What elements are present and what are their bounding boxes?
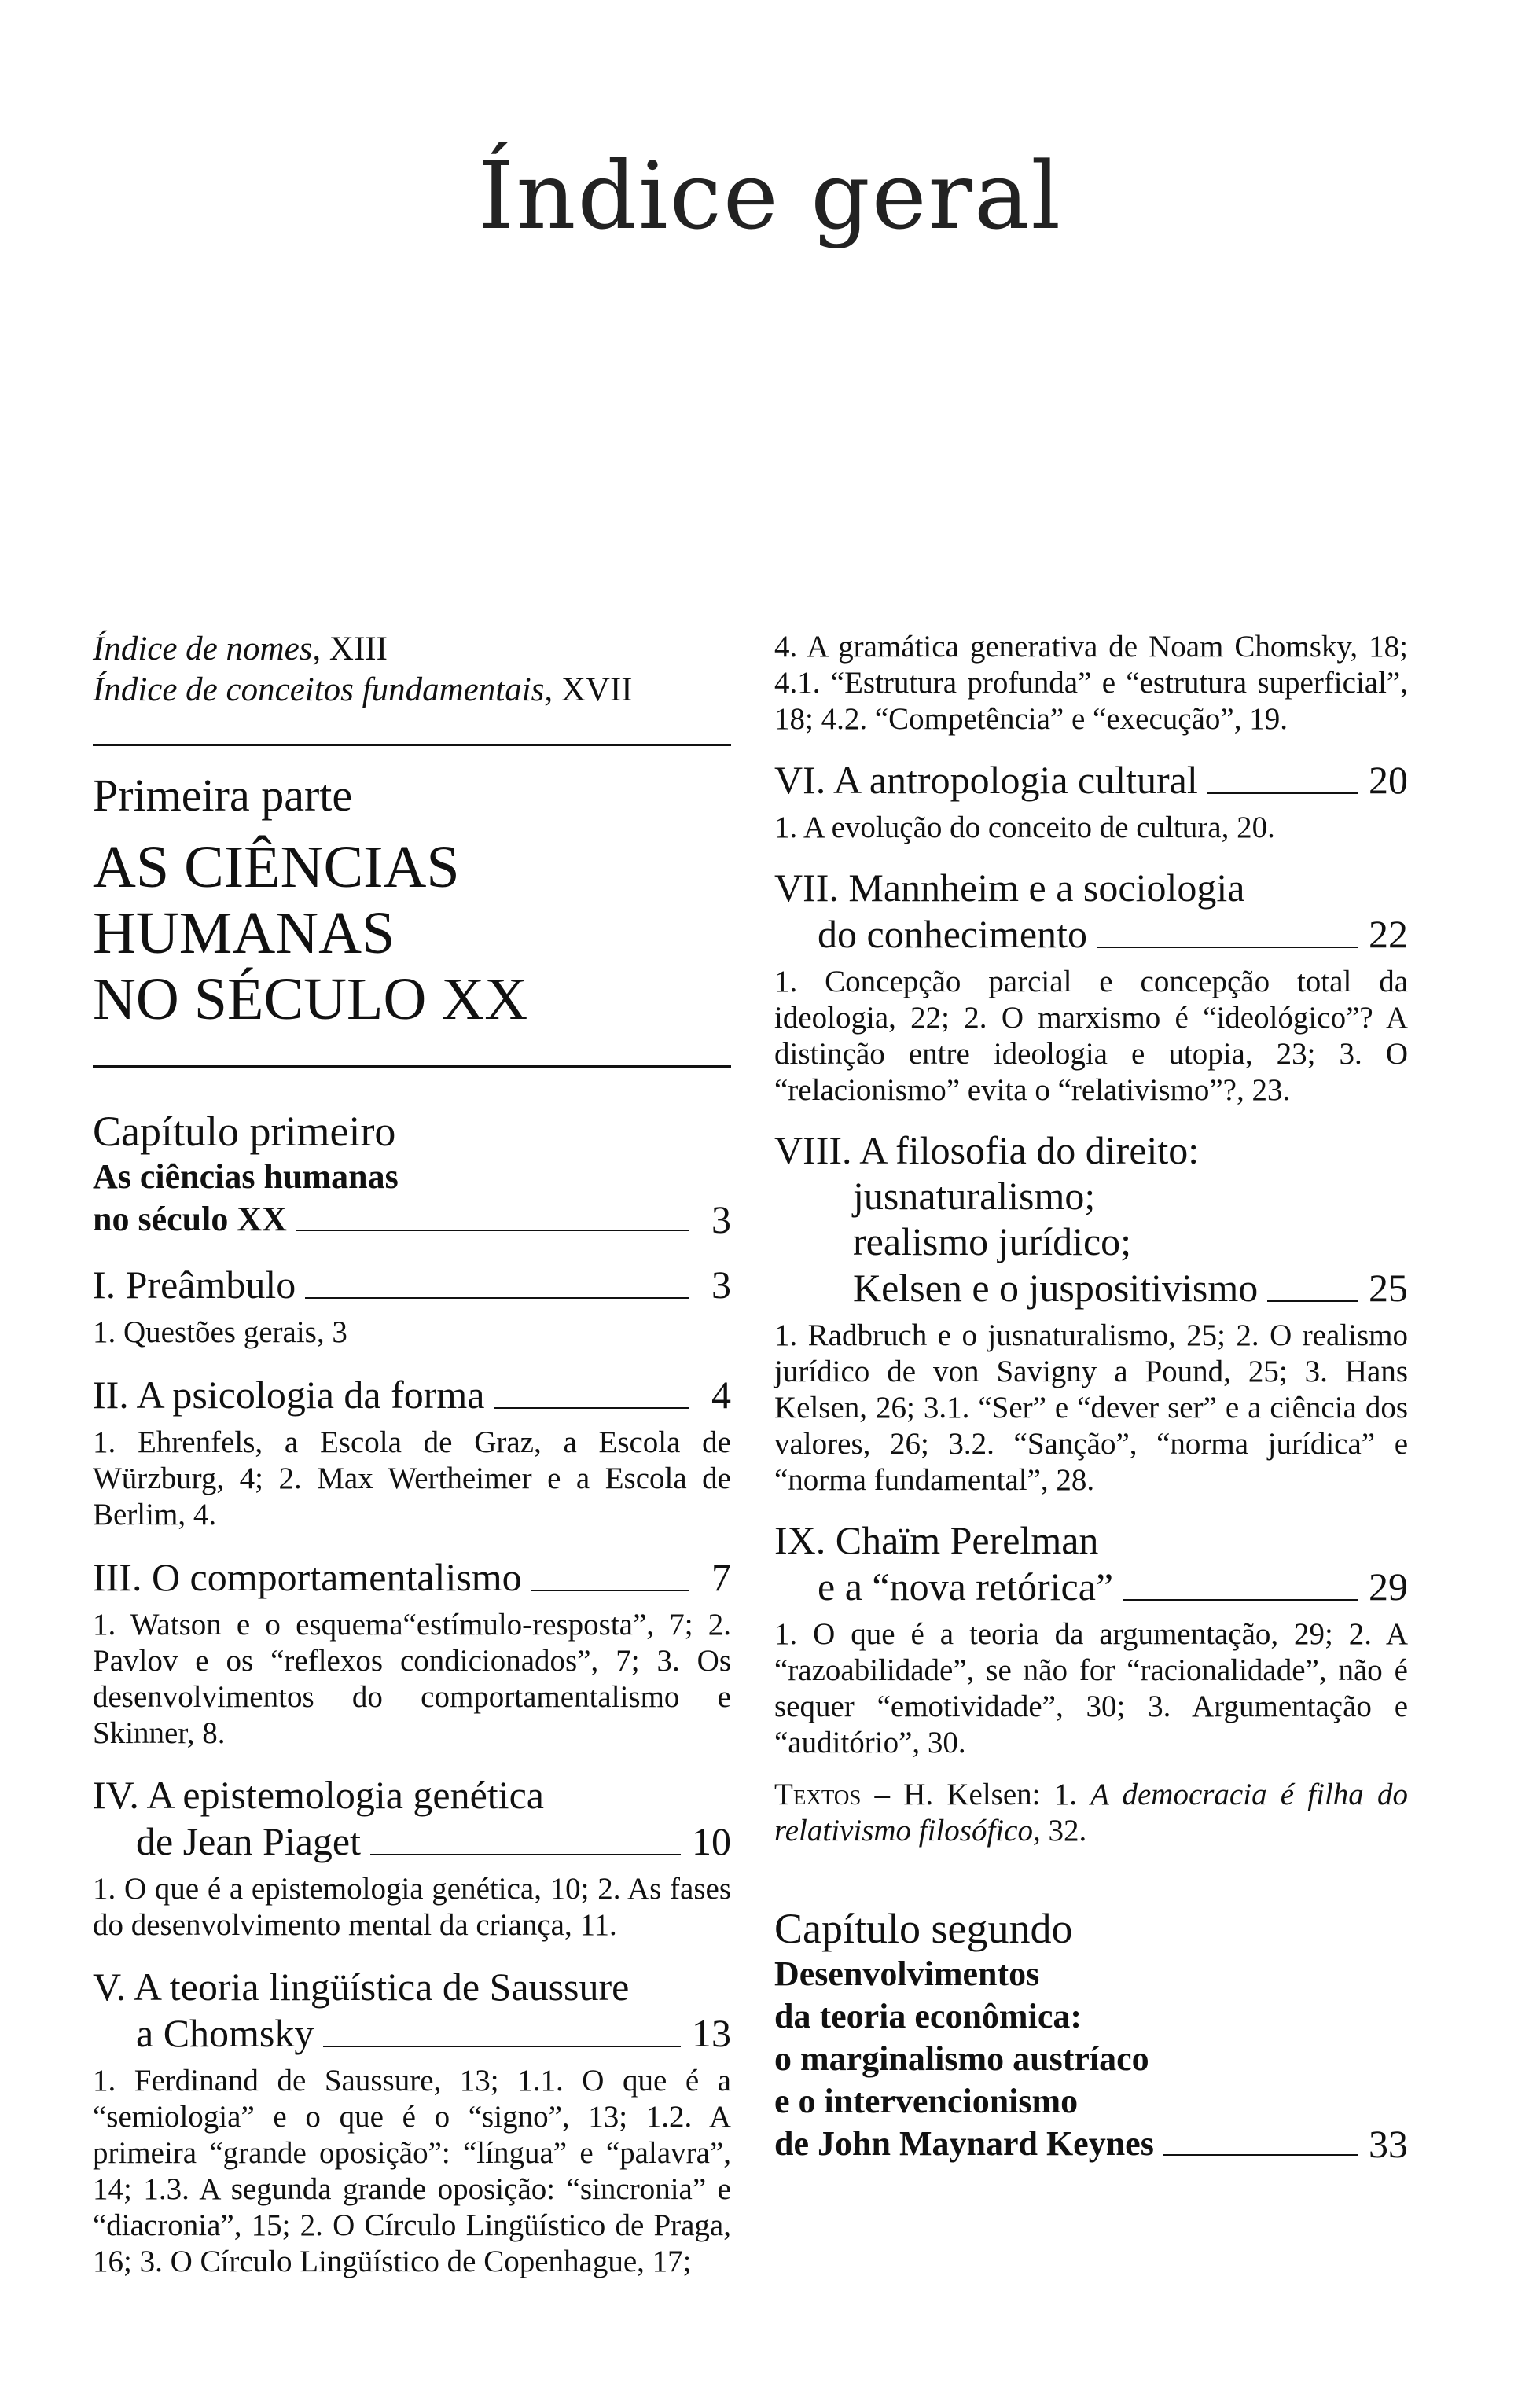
leader-line: [531, 1590, 689, 1591]
section-5-block: [93, 1964, 731, 2280]
chapter-label: Capítulo segundo: [774, 1905, 1073, 1952]
section-subtopics: 1. Ehrenfels, a Escola de Graz, a Escola de Würzburg, 4; 2. Max Wertheimer e a Escola de Berlim, 4.: [93, 1425, 731, 1531]
section-title-line2: jusnaturalismo;: [853, 1174, 1096, 1218]
leader-line: [1163, 2154, 1358, 2156]
leader-line: [1097, 947, 1358, 948]
leader-line: [494, 1407, 689, 1409]
section-9-block: [774, 1517, 1408, 1761]
toc-entry-antropologia[interactable]: [774, 756, 1408, 803]
part-title: [93, 834, 731, 1032]
index-nomes-entry[interactable]: [93, 629, 731, 670]
leader-line: [370, 1854, 681, 1855]
chapter-title-line1: Desenvolvimentos: [774, 1954, 1040, 1993]
chapter-2-block: [774, 1904, 1408, 2165]
section-subtopics: 1. Watson e o esquema“estímulo-resposta”, 7; 2. Pavlov e os “reflexos condicionados”, 7; 3. Os desenvolvimentos do comportamentalismo e Skinner, 8.: [93, 1608, 731, 1750]
section-title-line2: e a “nova retórica”: [818, 1565, 1114, 1609]
toc-entry-chapter-1[interactable]: [93, 1198, 731, 1241]
toc-entry-filosofia-direito[interactable]: [774, 1264, 1408, 1311]
page-number: 25: [1369, 1266, 1408, 1310]
section-title: VI. A antropologia cultural: [774, 758, 1198, 802]
textos-page: 32.: [1048, 1814, 1087, 1848]
part-title-line2: NO SÉCULO XX: [93, 966, 528, 1032]
part-title-line1: AS CIÊNCIAS HUMANAS: [93, 834, 460, 966]
toc-entry-perelman[interactable]: [774, 1563, 1408, 1610]
section-title: III. O comportamentalismo: [93, 1555, 522, 1599]
leader-line: [305, 1297, 689, 1299]
section-title: I. Preâmbulo: [93, 1263, 296, 1307]
page-number: 29: [1369, 1565, 1408, 1609]
index-nomes-label: Índice de nomes,: [93, 631, 322, 667]
index-nomes-page: XIII: [329, 631, 388, 667]
toc-right-column: [774, 629, 1408, 2165]
toc-entry-comportamentalismo[interactable]: [93, 1554, 731, 1601]
section-subtopics: 1. Ferdinand de Saussure, 13; 1.1. O que é a “semiologia” e o que é o “signo”, 13; 1.2. A primeira “grande oposição”: “língua” e “palavra”, 14; 1.3. A segunda grande oposição: “sincronia” e “diacronia”, 15; 2. O Círculo Lingüístico de Praga, 16; 3. O Círculo Lingüístico de Copenhague, 17;: [93, 2064, 731, 2278]
index-conceitos-entry[interactable]: [93, 670, 731, 711]
chapter-title-line3: o marginalismo austríaco: [774, 2039, 1149, 2078]
section-title: II. A psicologia da forma: [93, 1373, 485, 1417]
chapter-title-line1: As ciências humanas: [93, 1157, 399, 1196]
page-number: 7: [711, 1555, 731, 1599]
page-number: 33: [1369, 2122, 1408, 2166]
divider: [93, 1065, 731, 1068]
section-title-line2: do conhecimento: [818, 912, 1087, 956]
index-conceitos-page: XVII: [561, 671, 633, 708]
section-subtopics: 1. Radbruch e o jusnaturalismo, 25; 2. O realismo jurídico de von Savigny a Pound, 25; 3. Hans Kelsen, 26; 3.1. “Ser” e “dever ser” e a ciência dos valores, 26; 3.2. “Sanção”, “norma jurídica” e “norma fundamental”, 28.: [774, 1318, 1408, 1497]
section-subtopics: 1. A evolução do conceito de cultura, 20.: [774, 811, 1275, 844]
section-2-block: [93, 1371, 731, 1533]
page-number: 20: [1369, 758, 1408, 802]
toc-entry-mannheim[interactable]: [774, 910, 1408, 958]
section-title-line3: realismo jurídico;: [853, 1219, 1132, 1263]
leader-line: [1123, 1599, 1358, 1601]
textos-label: Textos: [774, 1778, 862, 1811]
section-title-line1: VII. Mannheim e a sociologia: [774, 866, 1245, 910]
section-7-block: [774, 865, 1408, 1109]
toc-entry-chapter-2[interactable]: [774, 2123, 1408, 2165]
section-title-line1: IX. Chaïm Perelman: [774, 1518, 1099, 1562]
index-conceitos-label: Índice de conceitos fundamentais,: [93, 671, 553, 708]
page-number: 3: [711, 1263, 731, 1307]
section-6-block: [774, 756, 1408, 846]
page-number: 22: [1369, 912, 1408, 956]
leader-line: [296, 1230, 689, 1231]
toc-left-column: [93, 629, 731, 2280]
divider: [93, 744, 731, 746]
leader-line: [1207, 792, 1358, 794]
textos-title: A democracia é filha do relativismo filosófico,: [774, 1778, 1408, 1848]
toc-entry-preambulo[interactable]: [93, 1261, 731, 1308]
page-number: 13: [692, 2011, 731, 2055]
toc-entry-saussure-chomsky[interactable]: [93, 2009, 731, 2057]
section-subtopics: 1. O que é a epistemologia genética, 10; 2. As fases do desenvolvimento mental da criança, 11.: [93, 1872, 731, 1942]
section-title-line4: Kelsen e o juspositivismo: [853, 1266, 1259, 1310]
section-title-line1: VIII. A filosofia do direito:: [774, 1128, 1200, 1172]
chapter-title-line5: de John Maynard Keynes: [774, 2124, 1154, 2163]
toc-entry-epistemologia[interactable]: [93, 1818, 731, 1865]
textos-author: – H. Kelsen: 1.: [874, 1778, 1077, 1811]
textos-entry[interactable]: [774, 1777, 1408, 1849]
section-8-block: [774, 1127, 1408, 1498]
chapter-title-line2: da teoria econômica:: [774, 1997, 1082, 2035]
section-1-block: [93, 1261, 731, 1351]
section-3-block: [93, 1554, 731, 1752]
section-subtopics-continued: 4. A gramática generativa de Noam Chomsky, 18; 4.1. “Estrutura profunda” e “estrutura superficial”, 18; 4.2. “Competência” e “execução”, 19.: [774, 630, 1408, 736]
section-subtopics: 1. Questões gerais, 3: [93, 1315, 347, 1349]
part-label: Primeira parte: [93, 770, 353, 821]
chapter-1-block: [93, 1107, 731, 1241]
toc-entry-psicologia-forma[interactable]: [93, 1371, 731, 1418]
page-number: 10: [692, 1819, 731, 1863]
section-title-line1: V. A teoria lingüística de Saussure: [93, 1965, 630, 2009]
page-title: Índice geral: [477, 142, 1063, 250]
page-number: 3: [711, 1197, 731, 1241]
chapter-title-line4: e o intervencionismo: [774, 2082, 1079, 2120]
section-4-block: [93, 1772, 731, 1943]
chapter-title-line2: no século XX: [93, 1200, 287, 1238]
leader-line: [1267, 1300, 1358, 1302]
chapter-label: Capítulo primeiro: [93, 1108, 396, 1155]
section-title-line2: a Chomsky: [136, 2011, 314, 2055]
section-subtopics: 1. Concepção parcial e concepção total da ideologia, 22; 2. O marxismo é “ideológico”? A distinção entre ideologia e utopia, 23; 3. O “relacionismo” evita o “relativismo”?, 23.: [774, 965, 1408, 1107]
section-title-line1: IV. A epistemologia genética: [93, 1773, 544, 1817]
page-number: 4: [711, 1373, 731, 1417]
section-title-line2: de Jean Piaget: [136, 1819, 362, 1863]
leader-line: [323, 2046, 681, 2047]
section-subtopics: 1. O que é a teoria da argumentação, 29; 2. A “razoabilidade”, se não for “racionalidade”, não é sequer “emotividade”, 30; 3. Argumentação e “auditório”, 30.: [774, 1617, 1408, 1759]
